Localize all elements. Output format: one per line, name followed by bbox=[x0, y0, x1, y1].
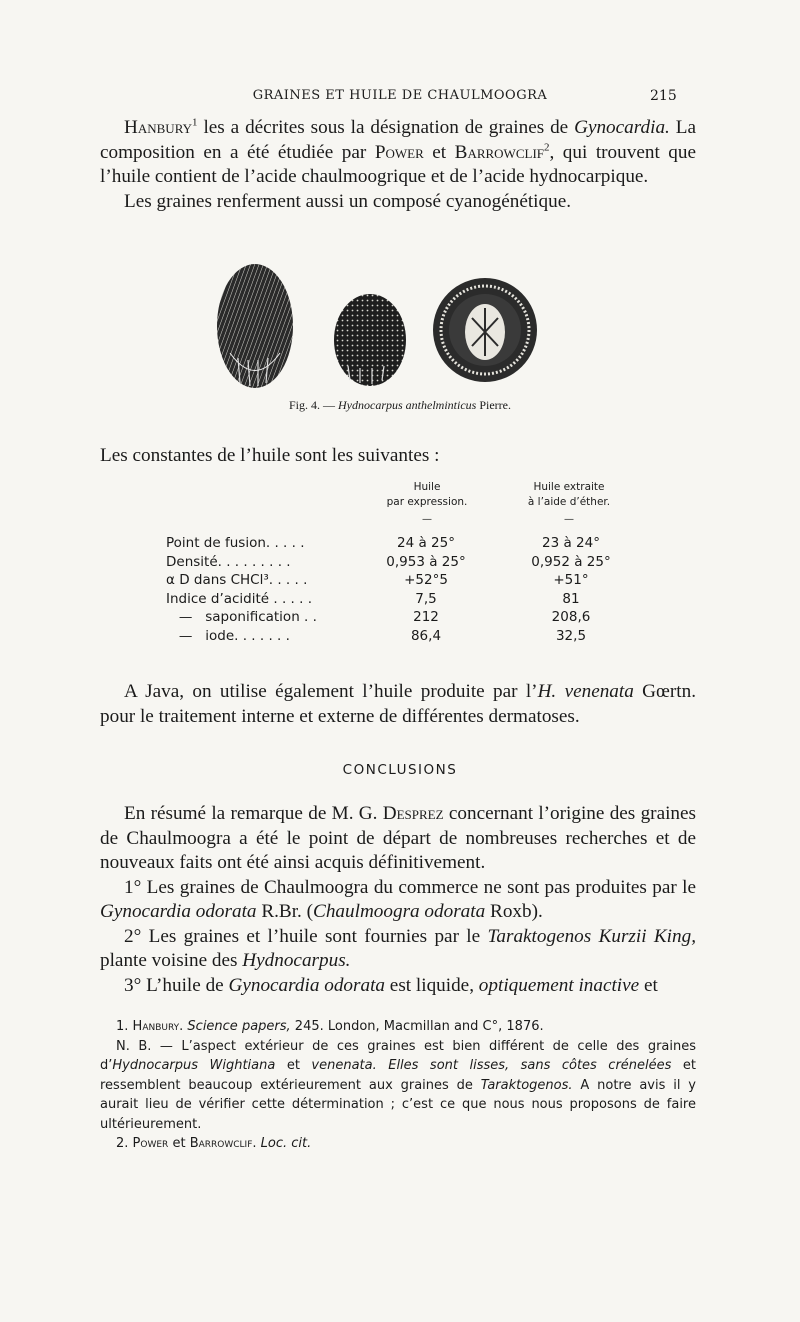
italic-run: Hydnocarpus. bbox=[242, 950, 351, 971]
caption-author: Pierre. bbox=[479, 398, 511, 412]
footnote-1 bbox=[100, 1017, 696, 1037]
col1-header-line1: Huile bbox=[413, 481, 441, 493]
col2-header bbox=[504, 480, 634, 510]
italic-run: optiquement inactive bbox=[478, 974, 640, 996]
text-run: 1° Les graines de Chaulmoogra du commerce ne sont pas produites par le bbox=[124, 876, 696, 898]
row-label: Point de fusion. . . . . bbox=[166, 535, 305, 551]
text-run: et ressemblent beaucoup extérieurement aux graines de bbox=[100, 1058, 696, 1093]
seed-illustration-2 bbox=[334, 294, 406, 386]
text-run: A Java, on utilise également l’huile produite par l’ bbox=[124, 681, 538, 702]
author-barrowclif: Barrowclif. bbox=[189, 1136, 257, 1151]
text-run: Gœrtn. pour le traitement interne et externe de différentes dermatoses. bbox=[100, 681, 696, 727]
footnotes bbox=[100, 1017, 696, 1154]
text-run: les a décrites sous la désignation de graines de bbox=[197, 117, 575, 138]
text-run: et bbox=[423, 141, 455, 163]
seed-cross-section bbox=[433, 278, 537, 382]
italic-run: venenata. Elles sont lisses, sans côtes crénelées bbox=[311, 1058, 672, 1073]
italic-run: Gynocardia odorata bbox=[228, 974, 385, 996]
conclusion-3 bbox=[100, 974, 696, 999]
text-run: La composition en a été étudiée par bbox=[100, 117, 696, 163]
text-run: R.Br. ( bbox=[256, 901, 314, 922]
java-block bbox=[100, 680, 696, 729]
footnote-number: 2. bbox=[116, 1136, 133, 1151]
constants-table bbox=[166, 535, 636, 646]
col1-header-line2: par expression. bbox=[386, 496, 468, 508]
conclusion-1 bbox=[100, 876, 696, 925]
caption-label: Fig. 4. — bbox=[289, 398, 336, 412]
italic-run: Loc. cit. bbox=[256, 1136, 312, 1151]
cell-expression: +52°5 bbox=[404, 572, 448, 588]
cell-expression: 7,5 bbox=[415, 590, 437, 607]
col1-header bbox=[362, 480, 492, 510]
paragraph-2: Les graines renferment aussi un composé cyanogénétique. bbox=[124, 190, 572, 212]
text-run: et bbox=[275, 1058, 312, 1073]
footnote-ref-2: 2 bbox=[544, 141, 550, 154]
text-run: 2° Les graines et l’huile sont fournies par le bbox=[124, 925, 488, 947]
italic-run: Gynocardia. bbox=[574, 117, 670, 138]
footnote-number: 1. bbox=[116, 1019, 133, 1034]
cell-ether: 81 bbox=[562, 590, 580, 607]
col2-header-line2: à l’aide d’éther. bbox=[527, 496, 611, 508]
cell-ether: 23 à 24° bbox=[542, 535, 600, 551]
paragraph-java bbox=[100, 680, 696, 729]
paragraph-1 bbox=[100, 116, 696, 190]
table-row bbox=[166, 591, 636, 610]
italic-run: Taraktogenos Kurzii King, bbox=[487, 925, 696, 947]
italic-run: Hydnocarpus Wightiana bbox=[112, 1058, 276, 1073]
row-label: Indice d’acidité . . . . . bbox=[166, 590, 313, 607]
author-power: Power bbox=[132, 1136, 169, 1151]
author-power: Power bbox=[374, 141, 424, 163]
seed-illustration-1 bbox=[217, 264, 293, 388]
table-row bbox=[166, 609, 636, 628]
cell-ether: +51° bbox=[553, 572, 589, 588]
footnote-2 bbox=[100, 1134, 696, 1154]
italic-run: Taraktogenos. bbox=[480, 1077, 573, 1093]
italic-run: Chaulmoogra odorata bbox=[313, 901, 486, 922]
caption-species: Hydnocarpus anthelminticus bbox=[338, 398, 477, 412]
text-run: N. B. — L’aspect extérieur de ces graines est bien différent de celle des graines d’ bbox=[100, 1038, 696, 1073]
author-hanbury: Hanbury bbox=[124, 117, 193, 138]
text-run: et bbox=[168, 1136, 190, 1151]
conclusions-heading: CONCLUSIONS bbox=[342, 762, 458, 778]
text-run: est liquide, bbox=[385, 974, 479, 996]
table-row bbox=[166, 628, 636, 647]
cell-expression: 86,4 bbox=[410, 627, 442, 644]
conclusion-2 bbox=[100, 925, 696, 974]
text-run: , qui trouvent que l’huile contient de l’acide chaulmoogrique et de l’acide hydnocarpique. bbox=[100, 141, 696, 187]
figure-caption bbox=[100, 398, 700, 413]
row-label: α D dans CHCl³. . . . . bbox=[166, 572, 308, 588]
row-label: — saponification . . bbox=[166, 609, 317, 625]
footnote-ref-1: 1 bbox=[192, 116, 198, 129]
footnote-nb bbox=[100, 1037, 696, 1135]
table-row bbox=[166, 572, 636, 591]
cell-ether: 208,6 bbox=[551, 609, 591, 625]
table-row bbox=[166, 554, 636, 573]
italic-run: Gynocardia odorata bbox=[100, 901, 257, 922]
cell-expression: 0,953 à 25° bbox=[386, 553, 466, 570]
intro-block bbox=[100, 116, 696, 214]
cell-ether: 0,952 à 25° bbox=[531, 553, 611, 570]
cell-expression: 24 à 25° bbox=[397, 535, 455, 551]
cell-expression: 212 bbox=[413, 609, 439, 625]
text-run: A notre avis il y aurait lieu de vérifier cette détermination ; c’est ce que nous nous proposons de faire ultérieurement. bbox=[100, 1077, 696, 1132]
conclusions-block bbox=[100, 802, 696, 998]
author-barrowclif: Barrowclif bbox=[454, 141, 544, 163]
italic-run: H. venenata bbox=[537, 681, 634, 702]
conclusion-intro bbox=[100, 802, 696, 876]
text-run: plante voisine des bbox=[100, 950, 243, 971]
text-run: Roxb). bbox=[485, 901, 543, 922]
row-label: Densité. . . . . . . . . bbox=[166, 553, 291, 570]
table-lead: Les constantes de l’huile sont les suivantes : bbox=[100, 445, 440, 466]
text-run: 245. London, Macmillan and C°, 1876. bbox=[290, 1019, 544, 1034]
col2-header-line1: Huile extraite bbox=[533, 481, 605, 493]
col2-rule: — bbox=[564, 514, 574, 525]
italic-run: Science papers, bbox=[183, 1019, 291, 1034]
author-hanbury: Hanbury. bbox=[132, 1019, 184, 1034]
row-label: — iode. . . . . . . bbox=[166, 627, 290, 644]
seed-figure bbox=[210, 258, 560, 398]
running-title: GRAINES ET HUILE DE CHAULMOOGRA bbox=[252, 88, 548, 103]
text-run: concernant l’origine des graines de Chaulmoogra a été le point de départ de nombreuses recherches et de nouveaux faits ont été ainsi acquis définitivement. bbox=[100, 803, 696, 873]
author-desprez: Desprez bbox=[382, 803, 444, 824]
page-number: 215 bbox=[650, 88, 677, 104]
col1-rule: — bbox=[422, 514, 432, 525]
table-row bbox=[166, 535, 636, 554]
text-run: et bbox=[639, 974, 658, 996]
text-run: 3° L’huile de bbox=[124, 974, 229, 996]
text-run: En résumé la remarque de M. G. bbox=[124, 803, 383, 824]
cell-ether: 32,5 bbox=[555, 627, 587, 644]
